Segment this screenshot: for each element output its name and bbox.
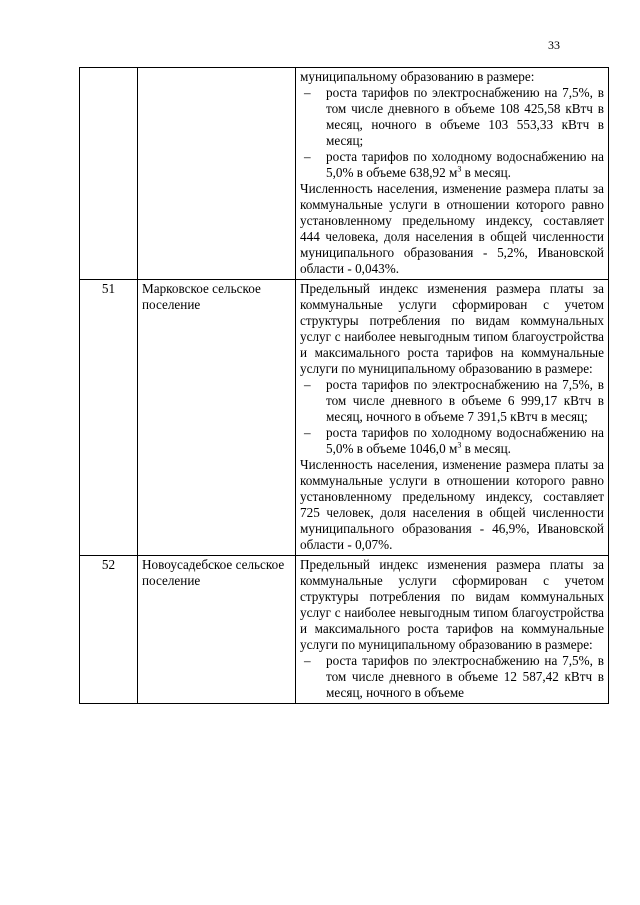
bullet-item — [300, 377, 604, 425]
superscript: 3 — [457, 440, 462, 450]
settlement-name: Новоусадебское сельское поселение — [138, 556, 296, 704]
table-row — [80, 68, 609, 280]
dash-marker: – — [304, 653, 311, 668]
population-text: Численность населения, изменение размера платы за коммунальные услуги в отношении которого равно установленному предельному индексу, составляет 725 человек, доля населения в общей численности муниципального образования - 46,9%, Ивановской области - 0,07%. — [300, 457, 604, 552]
population-text: Численность населения, изменение размера платы за коммунальные услуги в отношении которого равно установленному предельному индексу, составляет 444 человека, доля населения в общей численности муниципального образования - 5,2%, Ивановской области - 0,043%. — [300, 181, 604, 276]
bullet-text: роста тарифов по электроснабжению на 7,5%, в том числе дневного в объеме 6 999,17 кВтч в месяц, ночного в объеме 7 391,5 кВтч в месяц; — [326, 377, 604, 424]
lead-text: Предельный индекс изменения размера платы за коммунальные услуги сформирован с учетом структуры потребления по видам коммунальных услуг с наиболее невыгодным типом благоустройства и максимального роста тарифов на коммунальные услуги по муниципальному образованию в размере: — [300, 281, 604, 376]
bullet-item — [300, 653, 604, 701]
row-number: 51 — [80, 280, 138, 556]
table-row — [80, 280, 609, 556]
bullet-text: роста тарифов по холодному водоснабжению на 5,0% в объеме 638,92 м — [326, 149, 604, 180]
lead-text: Предельный индекс изменения размера платы за коммунальные услуги сформирован с учетом структуры потребления по видам коммунальных услуг с наиболее невыгодным типом благоустройства и максимального роста тарифов на коммунальные услуги по муниципальному образованию в размере: — [300, 557, 604, 652]
tariff-table — [79, 67, 609, 704]
dash-marker: – — [304, 377, 311, 392]
settlement-name: Марковское сельское поселение — [138, 280, 296, 556]
lead-text: муниципальному образованию в размере: — [300, 69, 535, 84]
bullet-tail: в месяц. — [461, 165, 511, 180]
row-number: 52 — [80, 556, 138, 704]
settlement-name — [138, 68, 296, 280]
description-cell — [296, 556, 609, 704]
bullet-text-wrap — [326, 149, 604, 181]
bullet-item — [300, 425, 604, 457]
row-number — [80, 68, 138, 280]
bullet-item — [300, 149, 604, 181]
bullet-text: роста тарифов по электроснабжению на 7,5%, в том числе дневного в объеме 12 587,42 кВтч в месяц, ночного в объеме — [326, 653, 604, 700]
bullet-item — [300, 85, 604, 149]
superscript: 3 — [457, 164, 462, 174]
table-row — [80, 556, 609, 704]
bullet-text: роста тарифов по холодному водоснабжению на 5,0% в объеме 1046,0 м — [326, 425, 604, 456]
dash-marker: – — [304, 85, 311, 100]
page-number: 33 — [548, 38, 560, 52]
dash-marker: – — [304, 149, 311, 164]
description-cell — [296, 68, 609, 280]
bullet-text-wrap — [326, 425, 604, 457]
bullet-text: роста тарифов по электроснабжению на 7,5%, в том числе дневного в объеме 108 425,58 кВтч в месяц, ночного в объеме 103 553,33 кВтч в месяц; — [326, 85, 604, 148]
dash-marker: – — [304, 425, 311, 440]
description-cell — [296, 280, 609, 556]
bullet-tail: в месяц. — [461, 441, 511, 456]
